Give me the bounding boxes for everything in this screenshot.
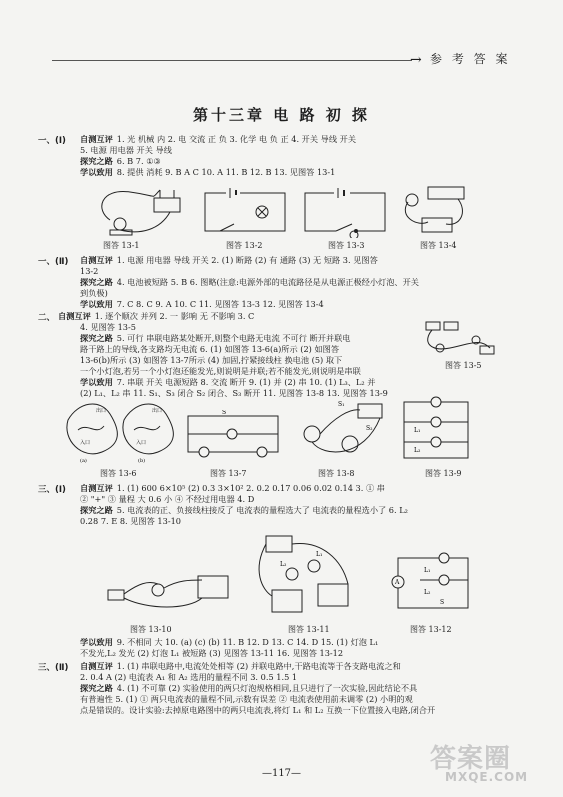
svg-text:L₂: L₂ [280,561,287,568]
svg-text:S: S [440,599,445,606]
section-label: 三、(Ⅱ) [38,663,69,673]
figure-13-1 [90,180,190,238]
svg-text:(a): (a) [80,458,87,464]
svg-text:A: A [395,579,400,586]
text-line: 2. 0.4 A (2) 电流表 A₁ 和 A₂ 选用的量程不同 3. 0.5 1.5 1 [80,672,298,682]
text-line: 自测互评 1. 逐个顺次 并列 2. 一 影响 无 不影响 3. C [58,311,255,321]
text-line: 自测互评 1. 电源 用电器 导线 开关 2. (1) 断路 (2) 有 通路 (3) 无 短路 3. 见图答 [80,255,378,265]
section-label: 一、(Ⅱ) [38,257,69,267]
caption: 图答 13-5 [445,361,482,370]
text-line: 学以致用 8. 提供 消耗 9. B A C 10. A 11. B 12. B 13. 见图答 13-1 [80,167,336,177]
text-line: 点是错误的。设计实验:去掉原电路图中的两只电流表,将灯 L₁ 和 L₂ 互换一下位置接入电路,闭合开 [80,705,436,715]
svg-text:S₁: S₁ [338,401,345,408]
section-label: 一、(Ⅰ) [38,136,66,146]
text-line: 13-2 [80,266,99,276]
figure-13-2 [200,188,290,238]
text-line: 学以致用 7. C 8. C 9. A 10. C 11. 见图答 13-3 12. 见图答 13-4 [80,299,324,309]
figure-13-5 [420,318,500,358]
text-line: 探究之路 5. 可行 串联电路某处断开,则整个电路无电流 不可行 断开并联电 [80,333,351,343]
text-line: 0.28 7. E 8. 见图答 13-10 [80,516,182,526]
caption: 图答 13-12 [410,625,452,634]
caption: 图答 13-8 [318,469,355,478]
text-line: 探究之路 4. 电池被短路 5. B 6. 图略(注意:电源外部的电流路径是从电源正极经小灯泡、开关 [80,277,419,287]
svg-text:L₁: L₁ [414,427,421,434]
svg-text:S₂: S₂ [366,425,373,432]
caption: 图答 13-3 [328,241,365,250]
figure-13-8 [294,398,386,464]
text-line: 自测互评 1. 光 机械 内 2. 电 交流 正 负 3. 化学 电 负 正 4. 开关 导线 开关 [80,134,357,144]
caption: 图答 13-7 [210,469,247,478]
text-line: 4. 见图答 13-5 [80,322,136,332]
svg-text:出口: 出口 [96,408,107,414]
text-line: 探究之路 4. (1) 不可靠 (2) 实验使用的两只灯泡规格相同,且只进行了一次实验,因此结论不具 [80,683,418,693]
text-line: 路干路上的导线,各支路均无电流 6. (1) 如图答 13-6(a)所示 (2) 如图答 [80,344,340,354]
svg-text:出口: 出口 [152,408,163,414]
caption: 图答 13-6 [100,469,137,478]
svg-text:S: S [222,410,227,416]
text-line: 学以致用 7. 串联 开关 电源短路 8. 交流 断开 9. (1) 并 (2) 串 10. (1) L₃、L₂ 并 [80,377,376,387]
svg-text:L₁: L₁ [424,567,431,574]
header-text: 参 考 答 案 [430,52,511,66]
text-line: 探究之路 5. 电流表的正、负接线柱接反了 电流表的量程选大了 电流表的量程选小了 6. L₂ [80,505,408,515]
figure-13-7 [182,410,286,460]
figure-13-11 [252,530,362,618]
caption: 图答 13-4 [420,241,457,250]
section-label: 二、 [38,313,56,323]
text-line: 有普遍性 5. (1) ① 两只电流表的量程不同,示数有误差 ② 电流表使用前未调零 (2) 小明的观 [80,694,413,704]
svg-text:L₂: L₂ [414,447,421,454]
caption: 图答 13-2 [226,241,263,250]
caption: 图答 13-11 [288,625,330,634]
header-arrow-icon: → [410,52,422,68]
caption: 图答 13-10 [130,625,172,634]
text-line: 到负极) [80,288,108,298]
text-line: 探究之路 6. B 7. ①③ [80,156,161,166]
svg-text:(b): (b) [138,458,146,464]
page-number: —117— [261,768,302,779]
figure-13-3 [300,188,390,238]
chapter-title: 第十三章 电 路 初 探 [193,106,370,124]
text-line: 学以致用 9. 不相同 大 10. (a) (c) (b) 11. B 12. D 13. C 14. D 15. (1) 灯泡 L₁ [80,637,379,647]
figure-13-4 [398,182,478,240]
watermark-logo: 答案圈 [430,744,512,774]
text-line: 不发光,L₂ 发光 (2) 灯泡 L₁ 被短路 (3) 见图答 13-11 16. 见图答 13-12 [80,648,344,658]
svg-text:入口: 入口 [136,440,147,446]
watermark-url: MXQE.COM [445,770,529,784]
figure-13-6 [62,400,174,464]
text-line: 自测互评 1. (1) 串联电路中,电流处处相等 (2) 并联电路中,干路电流等于各支路电流之和 [80,661,401,671]
caption: 图答 13-1 [103,241,140,250]
svg-text:入口: 入口 [80,440,91,446]
text-line: 自测互评 1. (1) 600 6×10⁵ (2) 0.3 3×10² 2. 0.2 0.17 0.06 0.02 0.14 3. ① 串 [80,483,385,493]
text-line: 5. 电源 用电器 开关 导线 [80,145,172,155]
figure-13-10 [98,560,238,618]
figure-13-9 [396,396,476,464]
text-line: ② "+" ③ 量程 大 0.6 小 ④ 不经过用电器 4. D [80,494,255,504]
text-line: (2) L₁、L₂ 串 11. S₁、S₃ 闭合 S₂ 闭合、S₃ 断开 11. 见图答 13-8 13. 见图答 13-9 [80,388,388,398]
text-line: 一个小灯泡,若另一个小灯泡还能发光,则说明是并联;若不能发光,则说明是串联 [80,366,361,376]
section-label: 三、(Ⅰ) [38,485,66,495]
svg-text:L₁: L₁ [316,551,323,558]
text-line: 13-6(b)所示 (3) 如图答 13-7所示 (4) 加固,拧紧接线柱 换电池 (5) 取下 [80,355,343,365]
caption: 图答 13-9 [425,469,462,478]
svg-text:L₂: L₂ [424,589,431,596]
figure-13-12 [390,552,476,618]
header-rule [52,60,412,61]
